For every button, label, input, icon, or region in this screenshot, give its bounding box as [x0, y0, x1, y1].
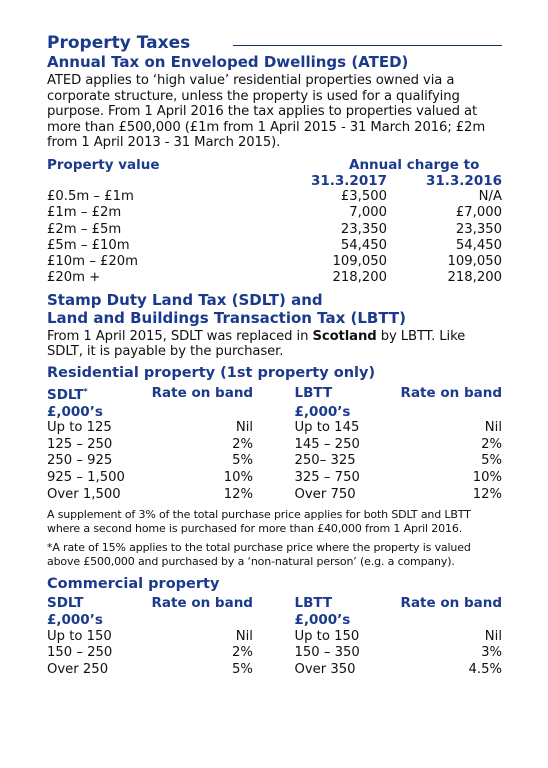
commercial-row [47, 662, 502, 679]
ated-charge-2017: 23,350 [340, 221, 387, 237]
residential-row [47, 487, 502, 504]
lbtt-rate: 10% [472, 469, 502, 485]
sdlt-rate: 2% [232, 645, 253, 661]
ated-charge-2017: 109,050 [332, 254, 387, 270]
commercial-row [47, 629, 502, 646]
sdlt-band: 925 – 1,500 [47, 469, 125, 485]
sdlt-rate: 12% [223, 486, 254, 502]
commercial-row [47, 645, 502, 662]
sdlt-rate: 5% [232, 453, 254, 469]
lbtt-rate: Nil [484, 628, 502, 644]
ated-row [47, 189, 502, 205]
residential-sdlt-label: SDLT* [47, 386, 88, 403]
ated-row [47, 238, 502, 254]
ated-charge-2016: N/A [478, 188, 502, 204]
residential-row [47, 470, 502, 487]
sdlt-band: Over 1,500 [47, 486, 121, 502]
residential-note-15pct: *A rate of 15% applies to the total purchase price where the property is valued above £500,000 and purchased by a ‘non-natural person’ (e.g. a company). [47, 541, 471, 568]
ated-band: £10m – £20m [47, 254, 139, 270]
commercial-sdlt-rate-label: Rate on band [151, 595, 253, 612]
sdlt-rate: 5% [232, 661, 253, 677]
title-rule [233, 45, 502, 46]
sdlt-rate: Nil [235, 628, 253, 644]
lbtt-rate: 12% [472, 486, 502, 502]
ated-band: £0.5m – £1m [47, 188, 134, 204]
lbtt-rate: Nil [484, 420, 502, 436]
residential-row [47, 453, 502, 470]
sdlt-intro-text-2: by LBTT. Like SDLT, it is payable by the purchaser. [47, 328, 466, 360]
lbtt-rate: 4.5% [468, 661, 502, 677]
ated-charge-2016: 54,450 [455, 237, 502, 253]
sdlt-band: Up to 150 [47, 628, 112, 644]
lbtt-band: Over 350 [294, 661, 356, 677]
residential-sdlt-rate-label: Rate on band [151, 385, 254, 402]
commercial-lbtt-rate-label: Rate on band [400, 595, 502, 612]
residential-lbtt-unit: £,000’s [294, 403, 351, 420]
residential-lbtt-label: LBTT [294, 385, 333, 402]
lbtt-band: 250– 325 [294, 453, 356, 469]
lbtt-band: 145 – 250 [294, 436, 360, 452]
lbtt-rate: 5% [481, 453, 502, 469]
ated-row [47, 270, 502, 286]
ated-intro: ATED applies to ‘high value’ residential properties owned via a corporate structure, unless the property is used for a qualifying purpose. From 1 April 2016 the tax applies to properties valued at more than £500,000 (£1m from 1 April 2015 - 31 March 2016; £2m from 1 April 2013 - 31 March 2015). [47, 73, 486, 151]
ated-col-property: Property value [47, 156, 160, 173]
sdlt-rate: 2% [232, 436, 254, 452]
column-gap [253, 420, 294, 437]
ated-charge-2017: 54,450 [340, 237, 387, 253]
commercial-lbtt-label: LBTT [294, 595, 333, 612]
sdlt-band: Up to 125 [47, 420, 112, 436]
sdlt-heading-line1: Stamp Duty Land Tax (SDLT) and [47, 290, 323, 309]
ated-col-2016: 31.3.2016 [425, 172, 502, 189]
lbtt-band: 325 – 750 [294, 469, 360, 485]
ated-table [47, 157, 502, 287]
sdlt-band: 125 – 250 [47, 436, 113, 452]
lbtt-rate: 3% [481, 645, 502, 661]
ated-charge-2017: 218,200 [332, 270, 387, 286]
sdlt-heading-line2: Land and Buildings Transaction Tax (LBTT) [47, 308, 406, 327]
ated-col-2017: 31.3.2017 [310, 172, 387, 189]
sdlt-rate: Nil [235, 420, 254, 436]
column-gap [253, 487, 294, 504]
residential-note-supplement: A supplement of 3% of the total purchase price applies for both SDLT and LBTT where a second home is purchased for more than £40,000 from 1 April 2016. [47, 508, 471, 535]
sdlt-band: Over 250 [47, 661, 109, 677]
column-gap [253, 437, 294, 454]
commercial-sdlt-label: SDLT [47, 595, 84, 612]
ated-row [47, 222, 502, 238]
ated-charge-2016: £7,000 [455, 205, 502, 221]
sdlt-intro [47, 329, 502, 360]
ated-heading: Annual Tax on Enveloped Dwellings (ATED) [47, 53, 409, 71]
ated-col-charge: Annual charge to [349, 156, 480, 173]
residential-row [47, 420, 502, 437]
ated-band: £20m + [47, 270, 101, 286]
ated-charge-2017: 7,000 [349, 205, 387, 221]
ated-row [47, 254, 502, 270]
ated-band: £2m – £5m [47, 221, 122, 237]
ated-charge-2017: £3,500 [340, 188, 387, 204]
column-gap [253, 662, 295, 679]
residential-table [47, 384, 502, 503]
commercial-lbtt-unit: £,000’s [294, 612, 351, 629]
lbtt-band: Up to 150 [294, 628, 360, 644]
commercial-sdlt-unit: £,000’s [47, 612, 103, 629]
ated-charge-2016: 218,200 [447, 270, 502, 286]
sdlt-intro-bold: Scotland [312, 328, 377, 344]
ated-band: £1m – £2m [47, 205, 122, 221]
residential-row [47, 437, 502, 454]
sdlt-intro-text: From 1 April 2015, SDLT was replaced in [47, 328, 313, 344]
residential-lbtt-rate-label: Rate on band [400, 385, 502, 402]
commercial-table [47, 595, 502, 678]
sdlt-band: 150 – 250 [47, 645, 113, 661]
lbtt-band: Over 750 [294, 486, 356, 502]
column-gap [253, 629, 295, 646]
ated-charge-2016: 109,050 [447, 254, 502, 270]
ated-charge-2016: 23,350 [455, 221, 502, 237]
column-gap [253, 470, 294, 487]
commercial-heading: Commercial property [47, 576, 220, 593]
lbtt-band: Up to 145 [294, 420, 360, 436]
residential-sdlt-unit: £,000’s [47, 403, 103, 420]
ated-band: £5m – £10m [47, 237, 130, 253]
sdlt-rate: 10% [223, 469, 254, 485]
lbtt-rate: 2% [481, 436, 502, 452]
sdlt-band: 250 – 925 [47, 453, 113, 469]
lbtt-band: 150 – 350 [294, 645, 360, 661]
residential-heading: Residential property (1st property only) [47, 364, 376, 381]
document-page [47, 33, 502, 678]
ated-row [47, 205, 502, 221]
column-gap [253, 645, 295, 662]
page-title: Property Taxes [47, 33, 191, 53]
column-gap [253, 453, 294, 470]
